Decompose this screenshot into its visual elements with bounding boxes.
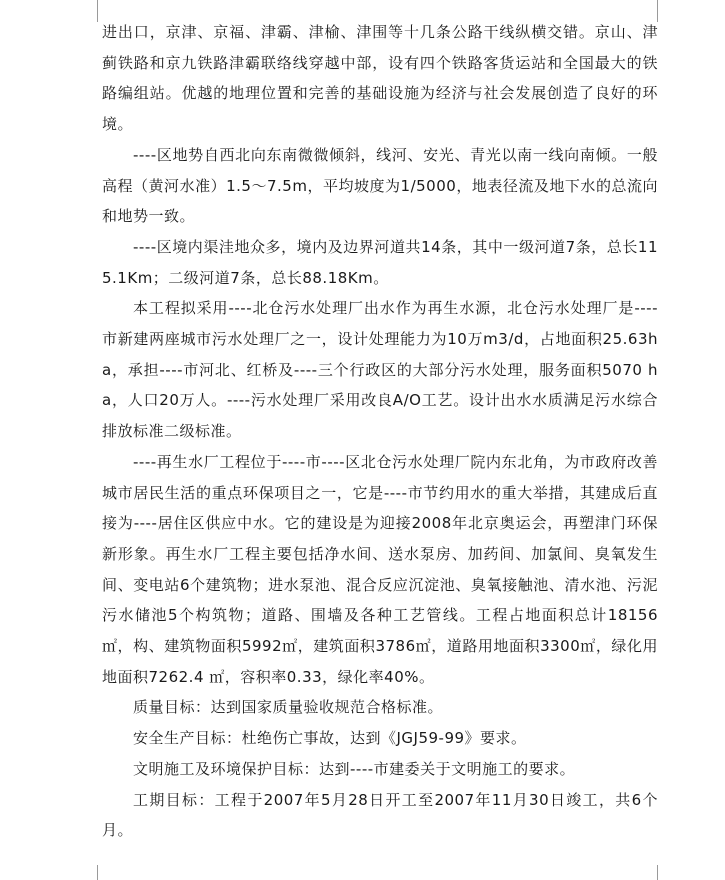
page-corner-mark-top-left bbox=[77, 0, 98, 22]
paragraph-project-overview: ----再生水厂工程位于----市----区北仓污水处理厂院内东北角，为市政府改善城市居民生活的重点环保项目之一，它是----市节约用水的重大举措，其建成后直接为----居住区供应中水。它的建设是为迎接2008年北京奥运会，再塑津门环保新形象。再生水厂工程主要包括净水间、送水泵房、加药间、加氯间、臭氧发生间、变电站6个建筑物；进水泵池、混合反应沉淀池、臭氧接触池、清水池、污泥污水储池5个构筑物；道路、围墙及各种工艺管线。工程占地面积总计18156㎡，构、建筑物面积5992㎡，建筑面积3786㎡，道路用地面积3300㎡，绿化用地面积7262.4 ㎡，容积率0.33，绿化率40%。 bbox=[102, 452, 658, 686]
paragraph-quality-goal: 质量目标：达到国家质量验收规范合格标准。 bbox=[133, 698, 444, 717]
paragraph-civilized-construction-goal: 文明施工及环境保护目标：达到----市建委关于文明施工的要求。 bbox=[133, 759, 576, 778]
page-corner-mark-bottom-left bbox=[77, 865, 98, 880]
paragraph-safety-goal: 安全生产目标：杜绝伤亡事故，达到《JGJ59-99》要求。 bbox=[133, 729, 527, 748]
page-corner-mark-bottom-right bbox=[657, 865, 678, 880]
paragraph-terrain: ----区地势自西北向东南微微倾斜，线河、安光、青光以南一线向南倾。一般高程（黄河水准）1.5～7.5m，平均坡度为1/5000，地表径流及地下水的总流向和地势一致。 bbox=[102, 145, 658, 226]
paragraph-water-source: 本工程拟采用----北仓污水处理厂出水作为再生水源，北仓污水处理厂是----市新建两座城市污水处理厂之一，设计处理能力为10万m3/d，占地面积25.63ha，承担----市河北、红桥及----三个行政区的大部分污水处理，服务面积5070 ha，人口20万人。----污水处理厂采用改良A/O工艺。设计出水水质满足污水综合排放标准二级标准。 bbox=[102, 299, 658, 441]
page-corner-mark-top-right bbox=[657, 0, 678, 22]
document-body bbox=[102, 17, 658, 846]
paragraph-rivers: ----区境内渠洼地众多，境内及边界河道共14条，其中一级河道7条，总长115.1Km；二级河道7条，总长88.18Km。 bbox=[102, 237, 658, 287]
paragraph-schedule-goal: 工期目标：工程于2007年5月28日开工至2007年11月30日竣工，共6个月。 bbox=[102, 790, 658, 840]
paragraph-location-transport: 进出口，京津、京福、津霸、津榆、津围等十几条公路干线纵横交错。京山、津蓟铁路和京九铁路津霸联络线穿越中部，设有四个铁路客货运站和全国最大的铁路编组站。优越的地理位置和完善的基础设施为经济与社会发展创造了良好的环境。 bbox=[102, 23, 658, 134]
